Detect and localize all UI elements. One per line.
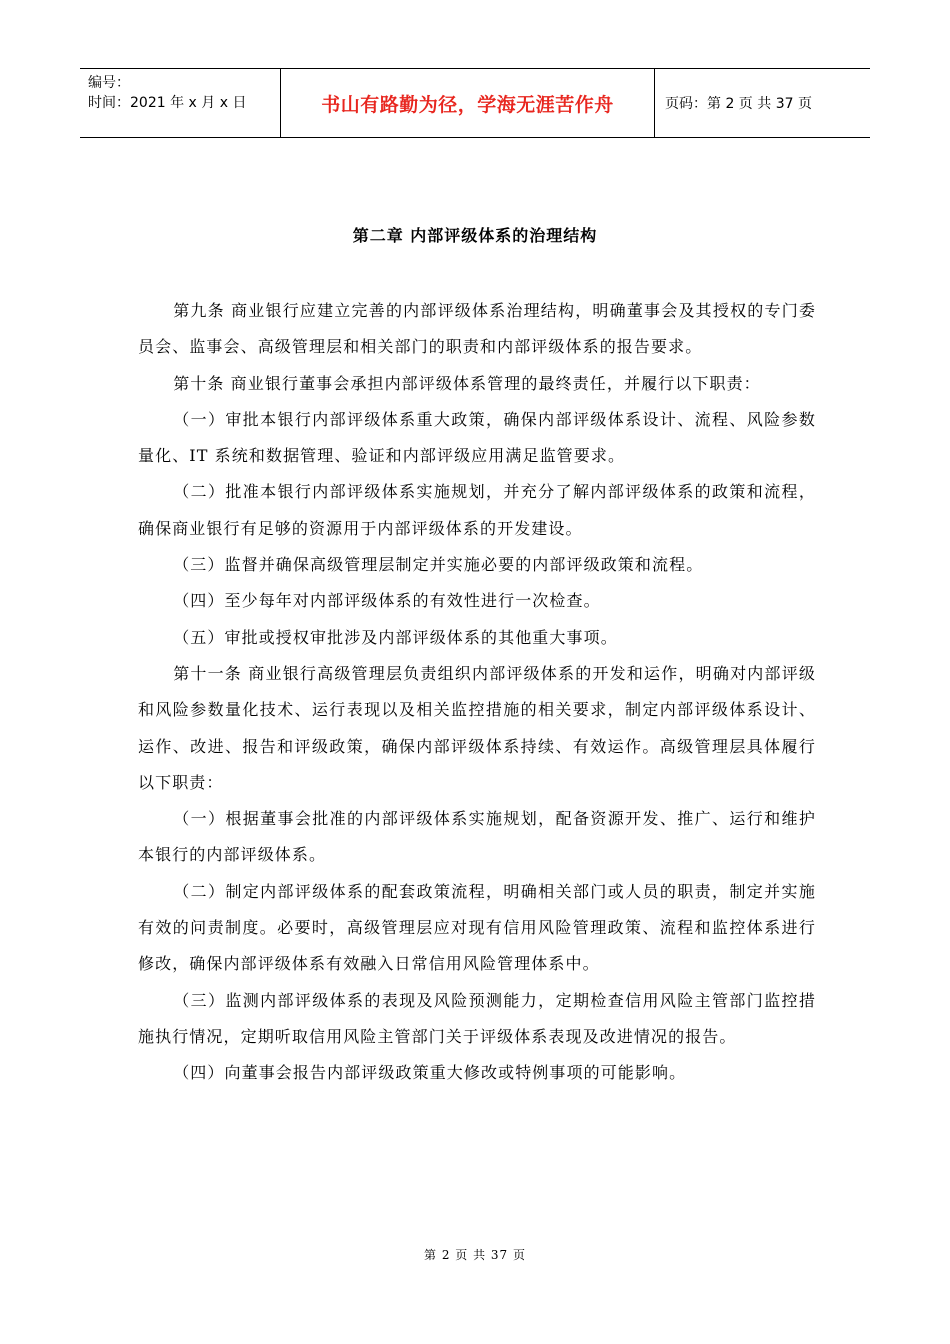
chapter-title: 第二章 内部评级体系的治理结构 xyxy=(352,226,598,245)
paragraph: （四）向董事会报告内部评级政策重大修改或特例事项的可能影响。 xyxy=(173,1063,687,1083)
paragraph: （四）至少每年对内部评级体系的有效性进行一次检查。 xyxy=(173,591,601,611)
page-footer: 第 2 页 共 37 页 xyxy=(424,1248,526,1262)
paragraph: （二）制定内部评级体系的配套政策流程，明确相关部门或人员的职责，制定并实施有效的问责制度。必要时，高级管理层应对现有信用风险管理政策、流程和监控体系进行修改，确保内部评级体系有效融入日常信用风险管理体系中。 xyxy=(138,881,816,974)
paragraph: （一）根据董事会批准的内部评级体系实施规划，配备资源开发、推广、运行和维护本银行的内部评级体系。 xyxy=(138,809,816,865)
document-number-label: 编号： xyxy=(88,75,130,91)
page-header xyxy=(80,68,870,138)
header-motto: 书山有路勤为径，学海无涯苦作舟 xyxy=(280,69,655,137)
paragraph: （三）监督并确保高级管理层制定并实施必要的内部评级政策和流程。 xyxy=(173,555,704,575)
header-meta xyxy=(80,69,280,137)
header-page-info: 页码：第 2 页 共 37 页 xyxy=(665,96,812,112)
paragraph: 第十一条 商业银行高级管理层负责组织内部评级体系的开发和运作，明确对内部评级和风险参数量化技术、运行表现以及相关监控措施的相关要求，制定内部评级体系设计、运作、改进、报告和评级政策，确保内部评级体系持续、有效运作。高级管理层具体履行以下职责： xyxy=(138,663,816,792)
paragraph: （五）审批或授权审批涉及内部评级体系的其他重大事项。 xyxy=(173,627,618,647)
paragraph: （三）监测内部评级体系的表现及风险预测能力，定期检查信用风险主管部门监控措施执行情况，定期听取信用风险主管部门关于评级体系表现及改进情况的报告。 xyxy=(138,990,816,1046)
document-date-label: 时间：2021 年 x 月 x 日 xyxy=(88,95,247,111)
paragraph: （一）审批本银行内部评级体系重大政策，确保内部评级体系设计、流程、风险参数量化、IT 系统和数据管理、验证和内部评级应用满足监管要求。 xyxy=(138,409,816,466)
paragraph: 第九条 商业银行应建立完善的内部评级体系治理结构，明确董事会及其授权的专门委员会、监事会、高级管理层和相关部门的职责和内部评级体系的报告要求。 xyxy=(138,301,816,357)
paragraph: 第十条 商业银行董事会承担内部评级体系管理的最终责任，并履行以下职责： xyxy=(173,373,761,393)
document-body xyxy=(138,293,816,1092)
paragraph: （二）批准本银行内部评级体系实施规划，并充分了解内部评级体系的政策和流程，确保商业银行有足够的资源用于内部评级体系的开发建设。 xyxy=(138,482,816,538)
